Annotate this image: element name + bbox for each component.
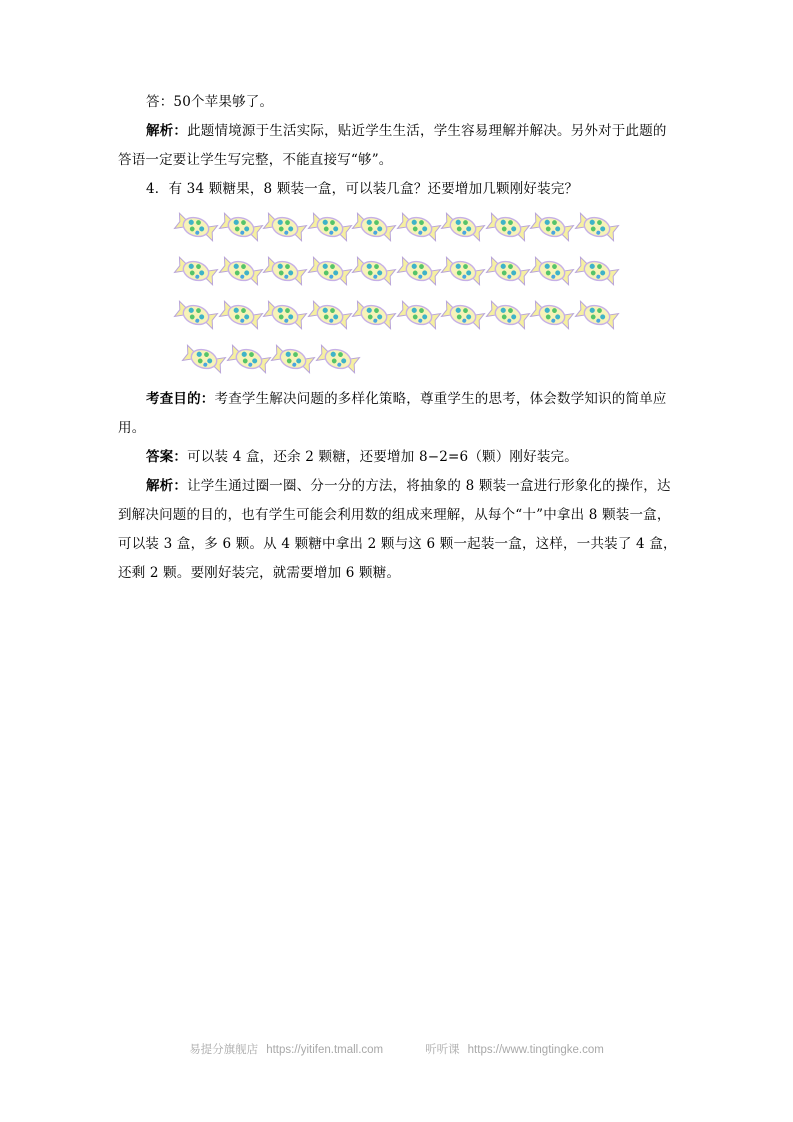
candy-icon — [573, 295, 621, 335]
footer-brand-name: 听听课 — [425, 1044, 460, 1056]
answer-line-q3 — [118, 88, 678, 117]
answer-text-q4: 可以装 4 盒，还余 2 颗糖，还要增加 8−2=6（颗）刚好装完。 — [187, 449, 578, 465]
purpose-label: 考查目的： — [146, 391, 215, 407]
candy-icon — [439, 207, 487, 247]
candy-icon — [180, 339, 228, 379]
analysis-text: 此题情境源于生活实际，贴近学生生活，学生容易理解并解决。另外对于此题的答语一定要让学生写完整，不能直接写“够”。 — [118, 123, 667, 168]
analysis-text-q4: 让学生通过圈一圈、分一分的方法，将抽象的 8 颗装一盒进行形象化的操作，达到解决问题的目的，也有学生可能会利用数的组成来理解，从每个“十”中拿出 8 颗装一盒，可以装 3 盒，多 6 颗。从 4 颗糖中拿出 2 颗与这 6 颗一起装一盒，这样，一共装了 4 盒，还剩 2 颗。要刚好装完，就需要增加 6 颗糖。 — [118, 478, 677, 581]
candy-icon — [217, 251, 265, 291]
answer-label: 答案： — [146, 449, 188, 465]
candy-icon — [395, 207, 443, 247]
candy-icon — [306, 295, 354, 335]
candy-icon — [573, 207, 621, 247]
candy-icon — [172, 295, 220, 335]
candy-icon — [350, 251, 398, 291]
candy-icon — [314, 339, 362, 379]
candy-icon — [484, 207, 532, 247]
candy-icon — [484, 295, 532, 335]
candy-icon — [395, 251, 443, 291]
purpose-paragraph — [118, 385, 678, 443]
candy-icon — [269, 339, 317, 379]
candy-icon — [306, 251, 354, 291]
candy-icon — [528, 207, 576, 247]
candy-icon — [261, 207, 309, 247]
candy-icon — [261, 251, 309, 291]
candy-icon — [350, 207, 398, 247]
analysis-label-q4: 解析： — [146, 478, 188, 494]
page-footer — [0, 1041, 793, 1057]
candy-icon — [395, 295, 443, 335]
candy-icon — [573, 251, 621, 291]
candy-illustration — [172, 207, 632, 379]
footer-shop-url[interactable]: https://yitifen.tmall.com — [266, 1044, 384, 1056]
analysis-paragraph-q4 — [118, 472, 678, 588]
candy-icon — [439, 295, 487, 335]
candy-icon — [306, 207, 354, 247]
candy-icon — [528, 251, 576, 291]
answer-paragraph-q4 — [118, 443, 678, 472]
analysis-paragraph-q3 — [118, 117, 678, 175]
question-4-text: 4．有 34 颗糖果，8 颗装一盒，可以装几盒？还要增加几颗刚好装完？ — [146, 181, 579, 197]
question-4 — [118, 175, 678, 204]
candy-icon — [528, 295, 576, 335]
footer-brand-url[interactable]: https://www.tingtingke.com — [467, 1044, 604, 1056]
footer-shop-name: 易提分旗舰店 — [189, 1044, 259, 1056]
candy-icon — [225, 339, 273, 379]
purpose-text: 考查学生解决问题的多样化策略，尊重学生的思考，体会数学知识的简单应用。 — [118, 391, 667, 436]
candy-icon — [350, 295, 398, 335]
candy-icon — [261, 295, 309, 335]
candy-icon — [217, 295, 265, 335]
candy-icon — [484, 251, 532, 291]
candy-icon — [172, 207, 220, 247]
candy-icon — [217, 207, 265, 247]
candy-icon — [439, 251, 487, 291]
analysis-label: 解析： — [146, 123, 188, 139]
answer-text: 答：50个苹果够了。 — [146, 94, 274, 110]
candy-icon — [172, 251, 220, 291]
